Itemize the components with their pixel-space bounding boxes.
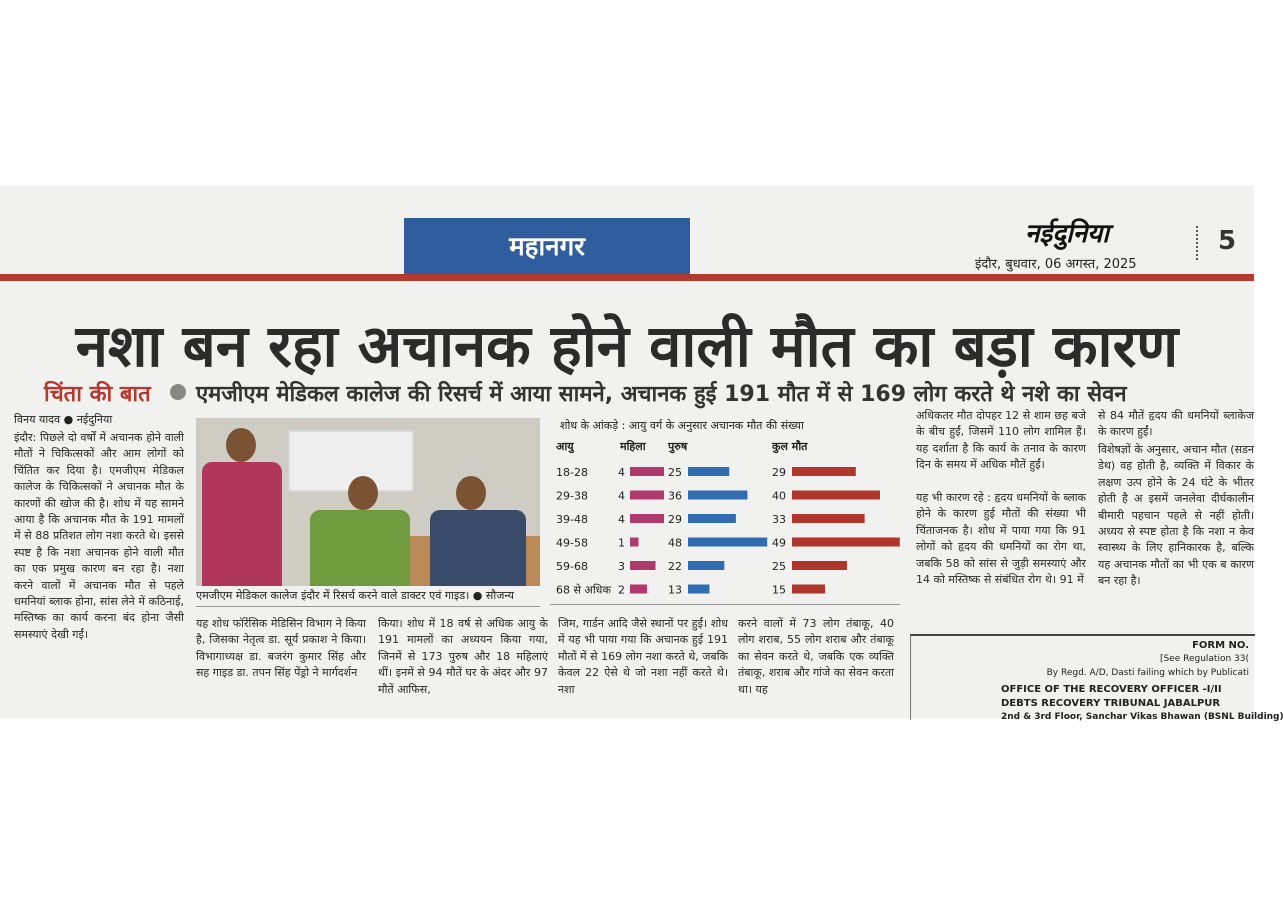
notice-tribunal: DEBTS RECOVERY TRIBUNAL JABALPUR [1001,698,1221,709]
section-label: महानगर [404,218,690,276]
chart-bar-women [630,467,664,476]
person-standing [202,462,282,586]
chart-value-total: 29 [772,466,786,479]
chart-title: शोध के आंकड़े : आयु वर्ग के अनुसार अचानक मौत की संख्या [560,419,804,432]
chart-bar-women [630,514,664,523]
masthead-logo: नईदुनिया [1025,219,1109,249]
chart-bar-men [688,514,736,523]
chart-category-label: 68 से अधिक [556,583,611,597]
chart-value-total: 25 [772,560,786,573]
chart-category-label: 49-58 [556,536,588,550]
chart-value-total: 33 [772,513,786,526]
chart-value-men: 22 [668,560,682,573]
article-column-6: अधिकतर मौत दोपहर 12 से शाम छह बजे के बीच हुईं, जिसमें 110 लोग शामिल हैं। यह दर्शाता है कि कार्य के तनाव के कारण दिन के समय में अधिक मौतें हुईं। [916,409,1086,472]
chart-bar-total [792,514,865,523]
chart-bar-women [630,585,647,594]
chart-value-men: 48 [668,536,682,550]
headline: नशा बन रहा अचानक होने वाली मौत का बड़ा कारण [75,312,1179,380]
chart-bar-total [792,585,825,594]
article-column-4: जिम, गार्डन आदि जैसे स्थानों पर हुईं। शोध में यह भी पाया गया कि अचानक हुई 191 मौतों में से 169 लोग नशा करते थे, जबकि केवल 22 ऐसे थे जो नशा नहीं करते थे। नशा [558,617,728,696]
article-column-7b: विशेषज्ञों के अनुसार, अचान मौत (सडन डेथ) वह होती है, व्यक्ति में विकार के लक्षण उत्प होने के 24 घंटे के भीतर होती है अ इसमें जनलेवा दीर्घकालीन बीमारी पहचान पहले से नहीं होती। अध्यय से स्पष्ट होता है कि नशा न केव स्वास्थ्य के लिए हानिकारक है, बल्कि यह अचानक मौतों का भी एक ब कारण बन रहा है। [1098,443,1254,588]
chart-bar-total [792,538,900,547]
chart-value-women: 3 [618,560,625,573]
chart-value-men: 36 [668,489,682,503]
person-head [456,476,486,510]
chart-value-men: 13 [668,583,682,597]
chart-value-total: 49 [772,536,786,550]
notice-regulation: [See Regulation 33( [1159,654,1249,664]
page-number: 5 [1218,226,1237,256]
chart-value-women: 2 [618,583,625,597]
bullet-dot [170,384,186,400]
chart-category-label: 18-28 [556,466,588,479]
dateline: इंदौर, बुधवार, 06 अगस्त, 2025 [975,257,1137,272]
person-seated-green [310,510,410,586]
chart-bar-total [792,467,856,476]
person-head [348,476,378,510]
chart-bar-women [630,491,664,500]
article-column-3: किया। शोध में 18 वर्ष से अधिक आयु के 191 मामलों का अध्ययन किया गया, जिनमें से 173 पुरुष और 18 महिलाएं थीं। इनमें से 94 मौतें घर के अंदर और 97 मौतें आफिस, [378,617,548,696]
person-head [226,428,256,462]
chart-bar-men [688,467,729,476]
person-seated-blue [430,510,526,586]
chart-category-label: 29-38 [556,489,588,503]
chart-value-women: 4 [618,513,625,526]
chart-rule [550,604,900,605]
photo-caption: एमजीएम मेडिकल कालेज इंदौर में रिसर्च करने वाले डाक्टर एवं गाइड। ● सौजन्य [196,588,540,607]
chart-header-age: आयु [556,440,574,453]
article-column-2: यह शोध फॉरेंसिक मेडिसिन विभाग ने किया है, जिसका नेतृत्व डा. सूर्य प्रकाश ने किया। विभागाध्यक्ष डा. बजरंग कुमार सिंह और सह गाइड डा. तपन सिंह पेंड्रो ने मार्गदर्शन [196,617,366,680]
chart-bar-men [688,538,767,547]
chart-bar-men [688,561,724,570]
article-column-5: करने वालों में 73 लोग तंबाकू, 40 लोग शराब, 55 लोग शराब और तंबाकू का सेवन करते थे, जबकि एक व्यक्ति तंबाकू, शराब और गांजे का सेवन करता था। यह [738,617,894,696]
legal-notice [910,634,1284,722]
header-rule [0,274,1254,281]
age-group-chart [550,436,910,606]
article-column-7: से 84 मौतें हृदय की धमनियों ब्लाकेज के कारण हुईं। [1098,409,1254,439]
chart-bar-total [792,561,847,570]
chart-value-total: 15 [772,583,786,597]
chart-category-label: 39-48 [556,513,588,526]
chart-header-men: पुरुष [668,440,688,453]
chart-value-women: 4 [618,489,625,503]
chart-value-men: 25 [668,466,682,479]
chart-bar-women [630,538,639,547]
chart-category-label: 59-68 [556,560,588,573]
chart-value-men: 29 [668,513,682,526]
chart-bar-men [688,491,747,500]
notice-form-no: FORM NO. [1192,640,1249,651]
notice-delivery: By Regd. A/D, Dasti failing which by Publicati [1046,668,1249,678]
subheadline: एमजीएम मेडिकल कालेज की रिसर्च में आया सामने, अचानक हुई 191 मौत में से 169 लोग करते थे नशे का सेवन [196,382,1127,407]
page-separator [1196,226,1198,260]
notice-address: 2nd & 3rd Floor, Sanchar Vikas Bhawan (BSNL Building) [1001,712,1284,722]
chart-header-total: कुल मौत [772,440,808,453]
article-photo [196,418,540,586]
notice-office: OFFICE OF THE RECOVERY OFFICER -I/II [1001,684,1222,695]
chart-value-women: 1 [618,536,625,550]
chart-value-total: 40 [772,489,786,503]
kicker: चिंता की बात [44,382,151,407]
chart-bar-men [688,585,709,594]
article-column-1: इंदौर: पिछले दो वर्षों में अचानक होने वाली मौतों ने चिकित्सकों और आम लोगों को चिंतित कर दिया है। एमजीएम मेडिकल कालेज के चिकित्सकों ने अचानक मौत के कारणों की खोज की है। शोध में यह सामने आया है कि अचानक मौत के 191 मामलों में से 88 प्रतिशत लोग नशा करते थे। इससे स्पष्ट है कि नशा अचानक होने वाली मौत का एक प्रमुख कारण बन रहा है। नशा करने वालों में अचानक मौत से पहले धमनियां ब्लाक होना, सांस लेने में कठिनाई, मस्तिष्क का कार्य करना बंद होना जैसी समस्याएं देखी गईं। [14,431,184,641]
chart-header-women: महिला [620,440,646,453]
chart-value-women: 4 [618,466,625,479]
byline: विनय यादव ● नईदुनिया [14,413,113,426]
chart-bar-total [792,491,880,500]
article-column-6b: यह भी कारण रहे : हृदय धमनियों के ब्लाक होने के कारण हुई मौतों की संख्या भी चिंताजनक है। शोध में पाया गया कि 91 लोगों को हृदय की धमनियों का रोग था, जबकि 58 को सांस से जुड़ी समस्याएं और 14 को मस्तिष्क से संबंधित रोग थे। 91 में [916,491,1086,587]
chart-bar-women [630,561,656,570]
newspaper-clipping [0,186,1284,722]
